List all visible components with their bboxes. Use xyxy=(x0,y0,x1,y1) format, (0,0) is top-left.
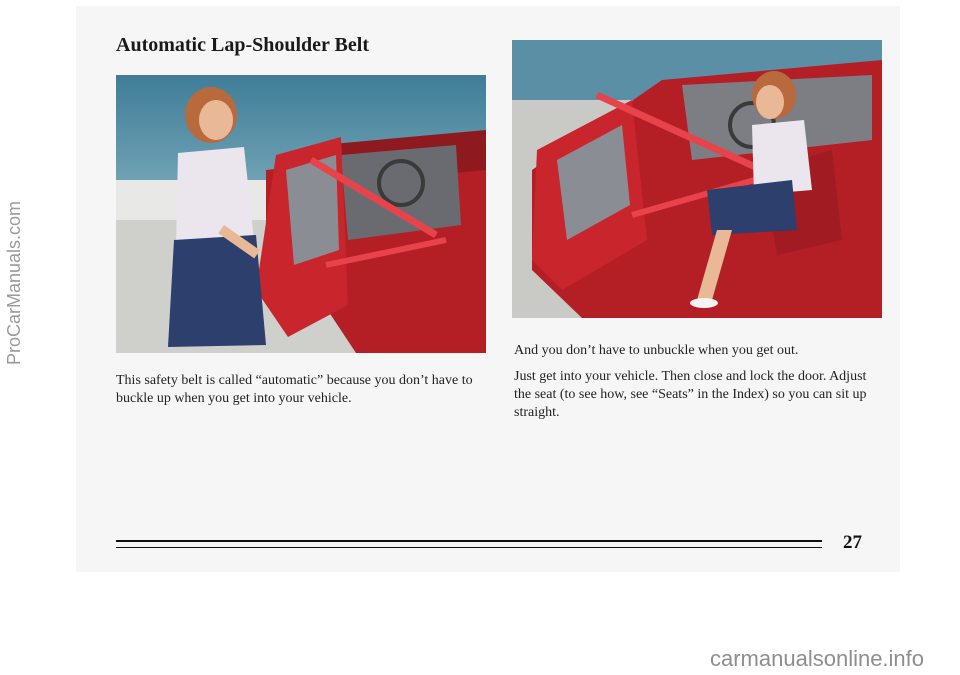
illustration-woman-standing xyxy=(116,75,486,353)
watermark-bottom: carmanualsonline.info xyxy=(710,646,925,671)
page-number: 27 xyxy=(843,532,862,553)
watermark-side: ProCarManuals.com xyxy=(4,200,24,365)
right-caption-1: And you don’t have to unbuckle when you get out. xyxy=(514,343,799,358)
left-caption: This safety belt is called “automatic” because you don’t have to buckle up when you get into your vehicle. xyxy=(116,373,473,406)
illustration-woman-seated xyxy=(512,40,882,318)
right-caption-2: Just get into your vehicle. Then close and lock the door. Adjust the seat (to see how, see “Seats” in the Index) so you can sit up straight. xyxy=(514,369,867,420)
footer-rule-thin xyxy=(116,547,822,548)
footer-rule xyxy=(116,540,822,542)
page-heading: Automatic Lap-Shoulder Belt xyxy=(116,34,369,56)
